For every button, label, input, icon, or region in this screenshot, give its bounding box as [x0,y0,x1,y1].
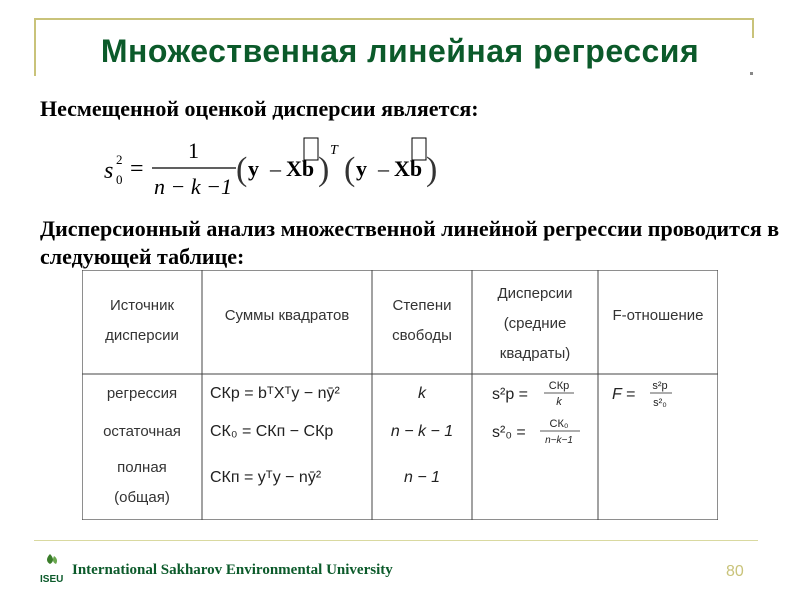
slide-title: Множественная линейная регрессия [100,33,700,69]
sum-regression: СКр = bᵀXᵀy − nȳ² [210,385,340,402]
variance-estimate-text: Несмещенной оценкой дисперсии является: [40,96,479,121]
row-total-2: (общая) [114,489,170,506]
dof-total: n − 1 [403,469,441,486]
vec-y-1: y [248,156,259,181]
header-dof-1: Степени [392,297,452,314]
row-regression: регрессия [106,385,178,402]
header-var-3: квадраты) [499,345,571,362]
open-paren-2: ( [344,151,356,188]
minus-2: – [378,156,389,181]
var-regression-lhs: s²р = [492,386,529,403]
header-f-ratio: F-отношение [612,307,704,324]
logo-letters: ISEU [40,574,64,584]
formula-numerator: 1 [188,138,199,163]
header-source-1: Источник [109,297,175,314]
row-total-1: полная [117,459,167,476]
f-num: s²р [652,380,668,392]
f-lhs: F = [612,386,636,403]
frame-dot [750,72,753,75]
formula-sub: 0 [116,172,123,187]
var-residual-den: n−k−1 [545,435,573,446]
matrix-xb-1: Xb [286,156,315,181]
formula-denominator: n − k −1 [154,174,232,199]
f-den: s²₀ [653,397,667,409]
transpose-sup: T [330,143,338,158]
header-source-2: дисперсии [105,327,179,344]
header-dof-2: свободы [392,327,452,344]
anova-intro-text: Дисперсионный анализ множественной линейной регрессии проводится в следующей таблице: [40,216,780,269]
frame-top-border [34,18,754,20]
close-paren-2: ) [426,151,438,188]
university-logo [40,552,66,584]
header-var-2: (средние [503,315,567,332]
header-sums: Суммы квадратов [224,307,350,324]
minus-1: – [270,156,281,181]
dof-regression: k [418,385,426,402]
footer-divider [34,540,758,541]
var-regression-num: СКр [548,380,570,392]
open-paren-1: ( [236,151,248,188]
university-name: International Sakharov Environmental University [72,562,393,578]
formula-equals: = [130,156,144,182]
sum-residual: СК₀ = СКп − СКр [210,423,334,440]
matrix-xb-2: Xb [394,156,423,181]
var-residual-lhs: s²₀ = [492,424,526,441]
anova-table [82,270,718,520]
sum-total: СКп = yᵀy − nȳ² [210,469,322,486]
dof-residual: n − k − 1 [390,423,454,440]
formula-s: s [104,158,114,184]
frame-left-border [34,18,36,76]
vec-y-2: y [356,156,367,181]
var-residual-num: СК₀ [549,418,569,430]
close-paren-1: ) [318,151,330,188]
header-var-1: Дисперсии [497,285,573,302]
var-regression-den: k [556,396,562,408]
page-number: 80 [726,563,744,580]
formula-sup: 2 [116,152,123,167]
variance-formula [100,136,460,206]
row-residual: остаточная [103,423,181,440]
